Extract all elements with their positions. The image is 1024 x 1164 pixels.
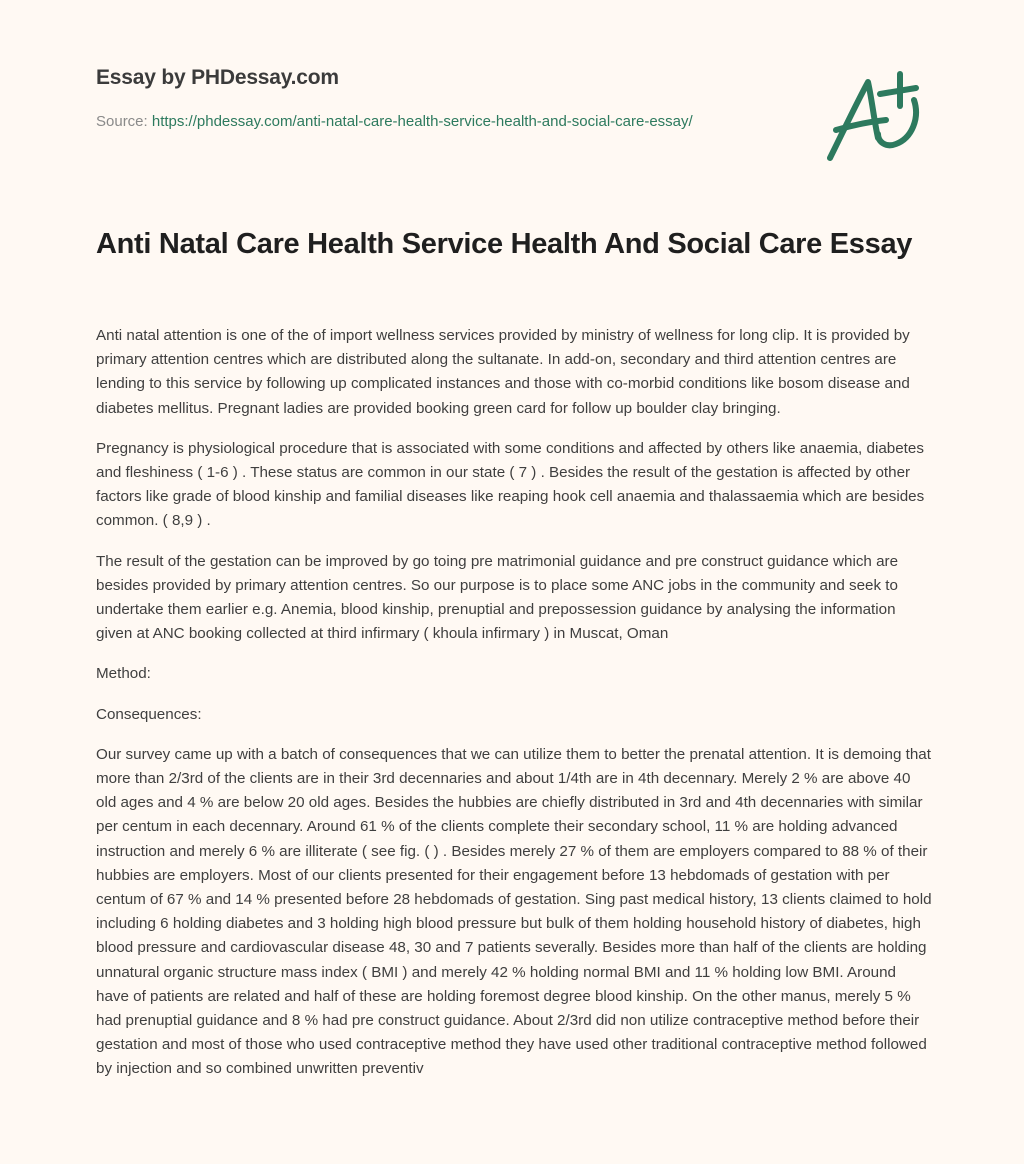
source-line [96, 110, 776, 134]
article-title: Anti Natal Care Health Service Health And Social Care Essay [96, 228, 913, 260]
paragraph: Pregnancy is physiological procedure that is associated with some conditions and affected by others like anaemia, diabetes and fleshiness ( 1-6 ) . These status are common in our state ( 7 ) . Besides the result of the gestation is affected by other factors like grade of blood kinship and familial diseases like reaping hook cell anaemia and thalassaemia which are besides common. ( 8,9 ) . [96, 439, 925, 530]
site-title: Essay by PHDessay.com [96, 66, 339, 89]
page-header [96, 64, 776, 134]
section-heading-consequences: Consequences: [96, 705, 202, 723]
article-body [96, 324, 932, 1098]
paragraph: The result of the gestation can be improved by go toing pre matrimonial guidance and pre construct guidance which are besides provided by primary attention centres. So our purpose is to place some ANC jobs in the community and seek to undertake them earlier e.g. Anemia, blood kinship, prenuptial and prepossession guidance by analysing the information given at ANC booking collected at third infirmary ( khoula infirmary ) in Muscat, Oman [96, 552, 899, 643]
source-link[interactable]: https://phdessay.com/anti-natal-care-health-service-health-and-social-care-essay/ [151, 113, 693, 130]
paragraph: Anti natal attention is one of the of import wellness services provided by ministry of wellness for long clip. It is provided by primary attention centres which are distributed along the sultanate. In add-on, secondary and third attention centres are lending to this service by following up complicated instances and those with co-morbid conditions like bosom disease and diabetes mellitus. Pregnant ladies are provided booking green card for follow up boulder clay bringing. [96, 327, 910, 417]
source-label: Source: [96, 113, 152, 130]
paragraph: Our survey came up with a batch of consequences that we can utilize them to better the prenatal attention. It is demoing that more than 2/3rd of the clients are in their 3rd decennaries and about 1/4th are in 4th decennary. Merely 2 % are above 40 old ages and 4 % are below 20 old ages. Besides the hubbies are chiefly distributed in 3rd and 4th decennaries with similar per centum in each decennary. Around 61 % of the clients complete their secondary school, 11 % are holding advanced instruction and merely 6 % are illiterate ( see fig. ( ) . Besides merely 27 % of them are employers compared to 88 % of their hubbies are employers. Most of our clients presented for their engagement before 13 hebdomads of gestation with per centum of 67 % and 14 % presented before 28 hebdomads of gestation. Sing past medical history, 13 clients claimed to hold including 6 holding diabetes and 3 holding high blood pressure but bulk of them holding household history of diabetes, high blood pressure and cardiovascular disease 48, 30 and 7 patients severally. Besides more than half of the clients are holding unnatural organic structure mass index ( BMI ) and merely 42 % holding normal BMI and 11 % holding low BMI. Around have of patients are related and half of these are holding foremost degree blood kinship. On the other manus, merely 5 % had prenuptial guidance and 8 % had pre construct guidance. About 2/3rd did non utilize contraceptive method before their gestation and most of those who used contraceptive method they have used other traditional contraceptive method followed by injection and so combined unwritten preventiv [96, 745, 932, 1078]
section-heading-method: Method: [96, 665, 151, 683]
a-plus-logo-icon [820, 64, 930, 168]
